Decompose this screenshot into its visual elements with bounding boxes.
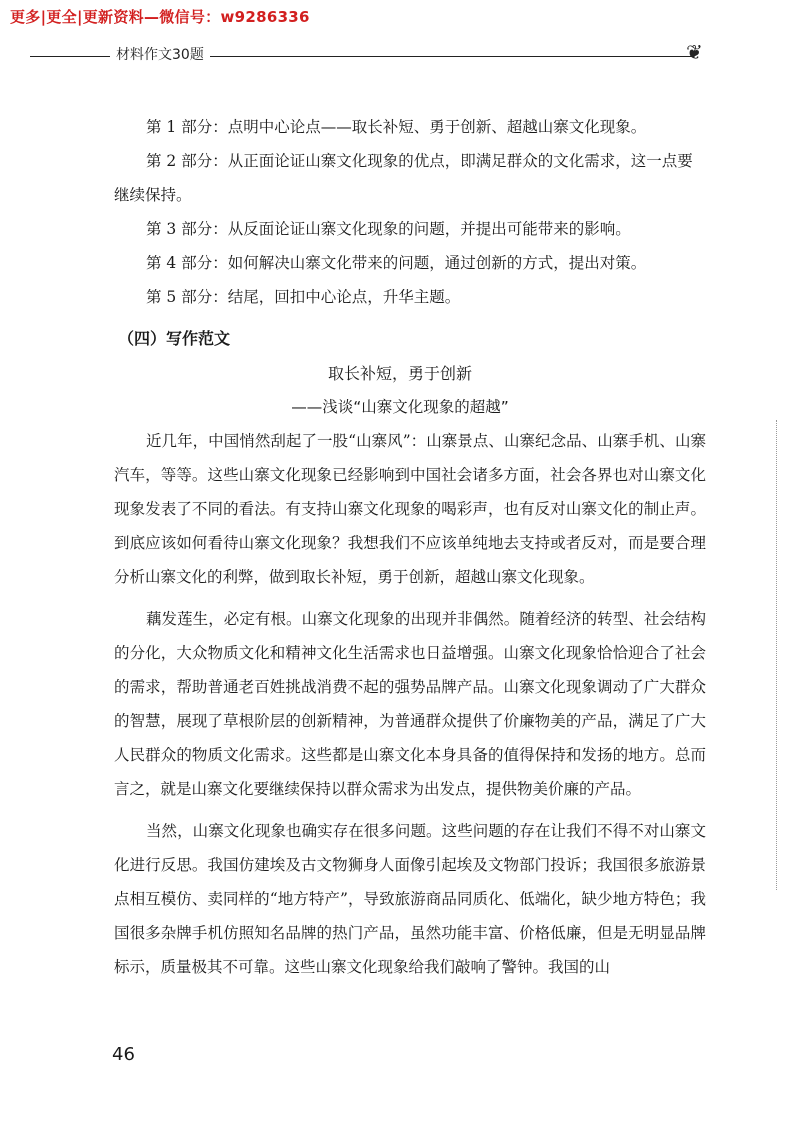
- outline-list: [114, 110, 704, 314]
- essay-paragraph: 近几年，中国悄然刮起了一股“山寨风”：山寨景点、山寨纪念品、山寨手机、山寨汽车，等等。这些山寨文化现象已经影响到中国社会诸多方面，社会各界也对山寨文化现象发表了不同的看法。有支持山寨文化现象的喝彩声，也有反对山寨文化的制止声。到底应该如何看待山寨文化现象？我想我们不应该单纯地去支持或者反对，而是要合理分析山寨文化的利弊，做到取长补短，勇于创新，超越山寨文化现象。: [114, 432, 706, 586]
- margin-dotted-line: [776, 420, 777, 890]
- essay-subtitle: ——浅谈“山寨文化现象的超越”: [291, 398, 509, 416]
- section-heading: （四）写作范文: [118, 329, 231, 348]
- outline-item: 第 1 部分：点明中心论点——取长补短、勇于创新、超越山寨文化现象。: [146, 118, 647, 136]
- running-header-title: 材料作文30题: [110, 44, 210, 64]
- essay-title: 取长补短，勇于创新: [327, 364, 472, 383]
- outline-item: 第 4 部分：如何解决山寨文化带来的问题，通过创新的方式，提出对策。: [146, 254, 647, 272]
- essay-paragraph: 当然，山寨文化现象也确实存在很多问题。这些问题的存在让我们不得不对山寨文化进行反思。我国仿建埃及古文物狮身人面像引起埃及文物部门投诉；我国很多旅游景点相互模仿、卖同样的“地方特产”，导致旅游商品同质化、低端化，缺少地方特色；我国很多杂牌手机仿照知名品牌的热门产品，虽然功能丰富、价格低廉，但是无明显品牌标示，质量极其不可靠。这些山寨文化现象给我们敲响了警钟。我国的山: [114, 822, 706, 976]
- essay-body: [114, 424, 706, 992]
- page-number: 46: [112, 1044, 135, 1065]
- essay-paragraph: 藕发莲生，必定有根。山寨文化现象的出现并非偶然。随着经济的转型、社会结构的分化，大众物质文化和精神文化生活需求也日益增强。山寨文化现象恰恰迎合了社会的需求，帮助普通老百姓挑战消费不起的强势品牌产品。山寨文化现象调动了广大群众的智慧，展现了草根阶层的创新精神，为普通群众提供了价廉物美的产品，满足了广大人民群众的物质文化需求。这些都是山寨文化本身具备的值得保持和发扬的地方。总而言之，就是山寨文化要继续保持以群众需求为出发点，提供物美价廉的产品。: [114, 610, 706, 798]
- outline-item: 第 2 部分：从正面论证山寨文化现象的优点，即满足群众的文化需求，这一点要继续保持。: [114, 152, 693, 204]
- outline-item: 第 5 部分：结尾，回扣中心论点，升华主题。: [146, 288, 461, 306]
- header-ornament-icon: ❦: [686, 40, 703, 64]
- watermark-text: 更多|更全|更新资料—微信号：w9286336: [10, 8, 310, 26]
- outline-item: 第 3 部分：从反面论证山寨文化现象的问题，并提出可能带来的影响。: [146, 220, 631, 238]
